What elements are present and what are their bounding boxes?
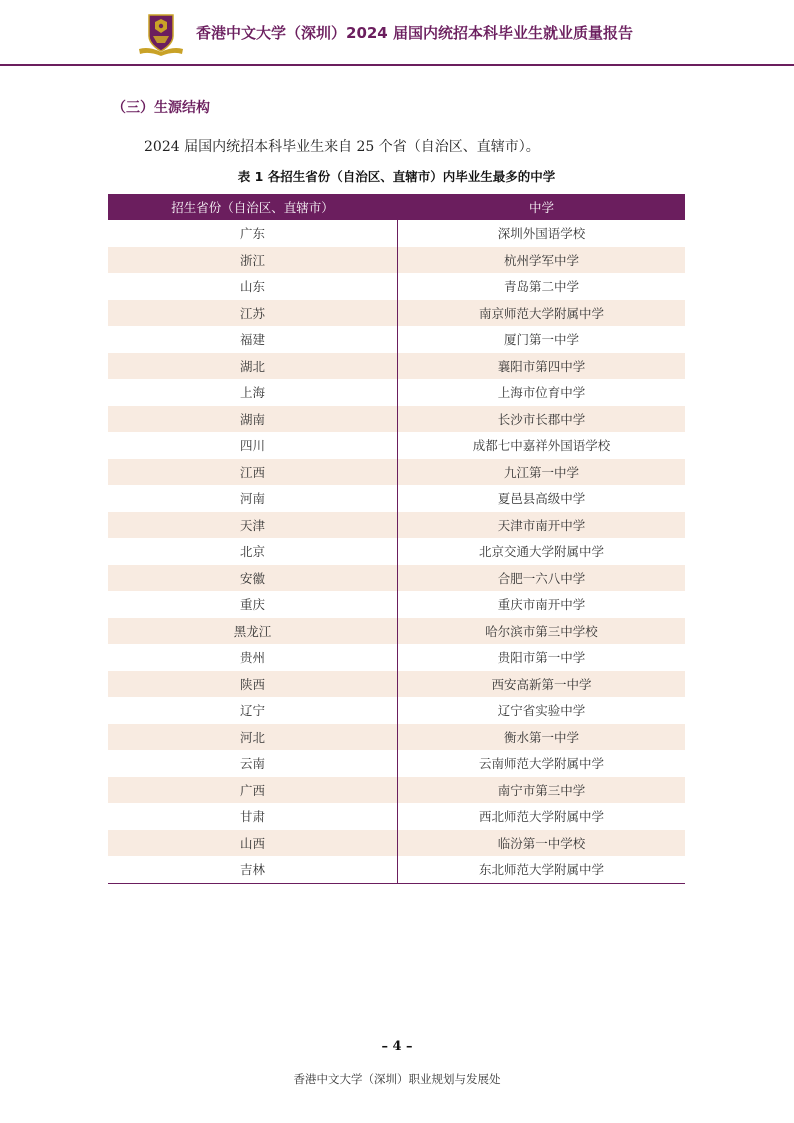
table-row [108, 777, 685, 804]
school-cell: 南京师范大学附属中学 [398, 300, 686, 327]
university-crest-logo [136, 12, 186, 56]
province-cell: 湖北 [108, 353, 398, 380]
table-caption: 表 1 各招生省份（自治区、直辖市）内毕业生最多的中学 [237, 169, 556, 184]
table-row [108, 750, 685, 777]
school-cell: 夏邑县高级中学 [497, 491, 586, 507]
table-row [108, 856, 685, 883]
province-cell: 贵州 [108, 644, 398, 671]
province-cell: 江苏 [108, 300, 398, 327]
table-row [108, 671, 685, 698]
province-cell: 江西 [108, 459, 398, 486]
table-row [108, 538, 685, 565]
page-number: – 4 – [381, 1039, 413, 1054]
school-cell: 天津市南开中学 [398, 512, 686, 539]
table-row [108, 485, 685, 512]
table-header-row [108, 194, 685, 220]
table-row [108, 353, 685, 380]
school-cell: 临汾第一中学校 [398, 830, 686, 857]
school-cell: 云南师范大学附属中学 [478, 756, 604, 772]
section-heading: （三）生源结构 [112, 100, 210, 116]
province-cell: 河南 [108, 485, 398, 512]
school-cell: 南宁市第三中学 [398, 777, 686, 804]
table-row [108, 803, 685, 830]
table-row [108, 273, 685, 300]
province-cell: 河北 [108, 724, 398, 751]
table-row [108, 379, 685, 406]
school-cell: 贵阳市第一中学 [497, 650, 586, 666]
school-cell: 合肥一六八中学 [398, 565, 686, 592]
school-cell: 成都七中嘉祥外国语学校 [472, 438, 611, 454]
school-cell: 九江第一中学 [398, 459, 686, 486]
province-school-table [108, 194, 685, 884]
page-header [0, 0, 794, 66]
report-title: 香港中文大学（深圳）2024 届国内统招本科毕业生就业质量报告 [196, 24, 633, 42]
school-cell: 厦门第一中学 [503, 332, 579, 348]
table-row [108, 406, 685, 433]
school-cell: 西安高新第一中学 [398, 671, 686, 698]
table-row [108, 300, 685, 327]
table-row [108, 432, 685, 459]
table-row [108, 459, 685, 486]
table-row [108, 618, 685, 645]
province-cell: 湖南 [108, 406, 398, 433]
province-cell: 黑龙江 [108, 618, 398, 645]
school-cell: 深圳外国语学校 [497, 226, 586, 242]
table-row [108, 591, 685, 618]
school-cell: 北京交通大学附属中学 [478, 544, 604, 560]
province-cell: 天津 [108, 512, 398, 539]
school-cell: 衡水第一中学 [398, 724, 686, 751]
province-cell: 安徽 [108, 565, 398, 592]
table-row [108, 326, 685, 353]
table-row [108, 512, 685, 539]
table-row [108, 644, 685, 671]
school-cell: 东北师范大学附属中学 [478, 862, 604, 878]
province-cell: 重庆 [108, 591, 398, 618]
column-header-province: 招生省份（自治区、直辖市） [108, 194, 398, 220]
school-cell: 青岛第二中学 [503, 279, 579, 295]
province-cell: 山西 [108, 830, 398, 857]
school-cell: 上海市位育中学 [497, 385, 586, 401]
province-cell: 上海 [108, 379, 398, 406]
province-cell: 吉林 [108, 856, 398, 883]
table-row [108, 565, 685, 592]
school-cell: 重庆市南开中学 [497, 597, 586, 613]
table-row [108, 697, 685, 724]
province-cell: 北京 [108, 538, 398, 565]
province-cell: 云南 [108, 750, 398, 777]
province-cell: 陕西 [108, 671, 398, 698]
school-cell: 辽宁省实验中学 [497, 703, 586, 719]
school-cell: 襄阳市第四中学 [398, 353, 686, 380]
section-intro: 2024 届国内统招本科毕业生来自 25 个省（自治区、直辖市）。 [144, 139, 540, 155]
province-cell: 福建 [108, 326, 398, 353]
school-cell: 哈尔滨市第三中学校 [398, 618, 686, 645]
province-cell: 浙江 [108, 247, 398, 274]
province-cell: 辽宁 [108, 697, 398, 724]
table-row [108, 830, 685, 857]
table-row [108, 220, 685, 247]
province-cell: 广西 [108, 777, 398, 804]
school-cell: 长沙市长郡中学 [398, 406, 686, 433]
footer-office: 香港中文大学（深圳）职业规划与发展处 [293, 1072, 501, 1086]
column-header-school: 中学 [398, 194, 686, 220]
province-cell: 甘肃 [108, 803, 398, 830]
province-cell: 四川 [108, 432, 398, 459]
province-cell: 山东 [108, 273, 398, 300]
school-cell: 西北师范大学附属中学 [478, 809, 604, 825]
table-row [108, 724, 685, 751]
table-row [108, 247, 685, 274]
province-cell: 广东 [108, 220, 398, 247]
school-cell: 杭州学军中学 [398, 247, 686, 274]
